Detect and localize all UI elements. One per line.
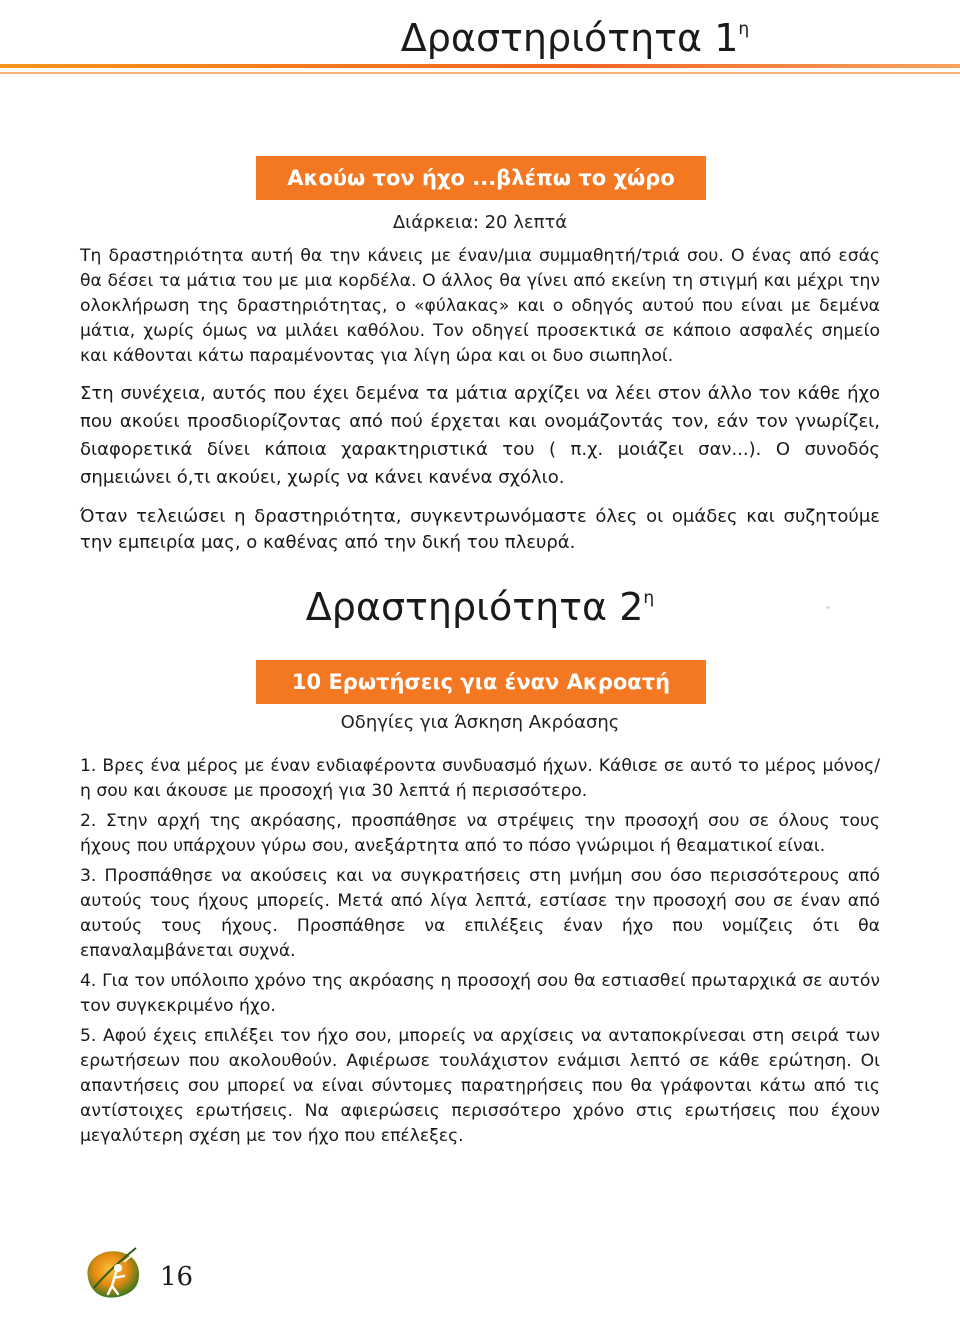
- activity1-banner: Ακούω τον ήχο ...βλέπω το χώρο: [256, 156, 706, 200]
- activity2-subtitle: Οδηγίες για Άσκηση Ακρόασης: [340, 712, 620, 733]
- activity1-title: Δραστηριότητα $1^\eta$: [400, 16, 750, 60]
- footer: [100, 1248, 210, 1306]
- header-rule-thin: [0, 72, 960, 74]
- activity1-paragraph-3: Όταν τελειώσει η δραστηριότητα, συγκεντρωνόμαστε όλες οι ομάδες και συζητούμε την εμπειρία μας, ο καθένας από την δική του πλευρά.: [80, 506, 880, 553]
- list-item: 3. Προσπάθησε να ακούσεις και να συγκρατήσεις στη μνήμη σου όσο περισσότερους από αυτούς τους ήχους μπορείς. Μετά από λίγα λεπτά, εστίασε την προσοχή σου σε έναν από αυτούς τους ήχους. Προσπάθησε να επιλέξεις έναν ήχο που νομίζεις ότι θα επαναλαμβάνεται συχνά.: [80, 866, 880, 961]
- activity1-paragraph-1: Τη δραστηριότητα αυτή θα την κάνεις με έναν/μια συμμαθητή/τριά σου. Ο ένας από εσάς θα δέσει τα μάτια του με μια κορδέλα. Ο άλλος θα γίνει από εκείνη τη στιγμή και μέχρι την ολοκλήρωση της δραστηριότητας, ο «φύλακας» και ο οδηγός αυτού που είναι με δεμένα μάτια, χωρίς όμως να μιλάει καθόλου. Τον οδηγεί προσεκτικά σε κάποιο ασφαλές σημείο και κάθονται κάτω παραμένοντας για λίγη ώρα και οι δυο σιωπηλοί.: [80, 246, 880, 366]
- activity2-banner: 10 Ερωτήσεις για έναν Ακροατή: [256, 660, 706, 704]
- instructions-list: [80, 754, 880, 1154]
- list-item: 4. Για τον υπόλοιπο χρόνο της ακρόασης η προσοχή σου θα εστιασθεί πρωταρχικά σε αυτόν τον συγκεκριμένο ήχο.: [80, 971, 880, 1016]
- activity1-paragraph-2: Στη συνέχεια, αυτός που έχει δεμένα τα μάτια αρχίζει να λέει στον άλλο τον κάθε ήχο που ακούει προσδιορίζοντας από πού έρχεται και ονομάζοντάς τον, εάν τον γνωρίζει, διαφορετικά δίνει κάποια χαρακτηριστικά του ( π.χ. μοιάζει σαν...). Ο συνοδός σημειώνει ό,τι ακούει, χωρίς να κάνει κανένα σχόλιο.: [80, 383, 880, 488]
- header-rule: [0, 64, 960, 68]
- list-item: 1. Βρες ένα μέρος με έναν ενδιαφέροντα συνδυασμό ήχων. Κάθισε σε αυτό το μέρος μόνος/η σου και άκουσε με προσοχή για 30 λεπτά ή περισσότερο.: [80, 756, 880, 801]
- activity2-title: Δραστηριότητα $2^\eta$: [305, 585, 655, 629]
- leaf-listener-logo-icon: [80, 1238, 146, 1304]
- scan-fleck: [826, 606, 830, 609]
- page-number: 16: [160, 1262, 194, 1292]
- list-item: 2. Στην αρχή της ακρόασης, προσπάθησε να στρέψεις την προσοχή σου σε όλους τους ήχους που υπάρχουν γύρω σου, ανεξάρτητα από το πόσο γνώριμοι ή θεαματικοί είναι.: [80, 811, 880, 856]
- activity1-duration: Διάρκεια: 20 λεπτά: [392, 212, 568, 233]
- list-item: 5. Αφού έχεις επιλέξει τον ήχο σου, μπορείς να αρχίσεις να ανταποκρίνεσαι στη σειρά των ερωτήσεων που ακολουθούν. Αφιέρωσε τουλάχιστον ενάμισι λεπτό σε κάθε ερώτηση. Οι απαντήσεις σου μπορεί να είναι σύντομες παρατηρήσεις που θα γράφονται κάτω από τις αντίστοιχες ερωτήσεις. Να αφιερώσεις περισσότερο χρόνο στις ερωτήσεις που έχουν μεγαλύτερη σχέση με τον ήχο που επέλεξες.: [80, 1026, 880, 1146]
